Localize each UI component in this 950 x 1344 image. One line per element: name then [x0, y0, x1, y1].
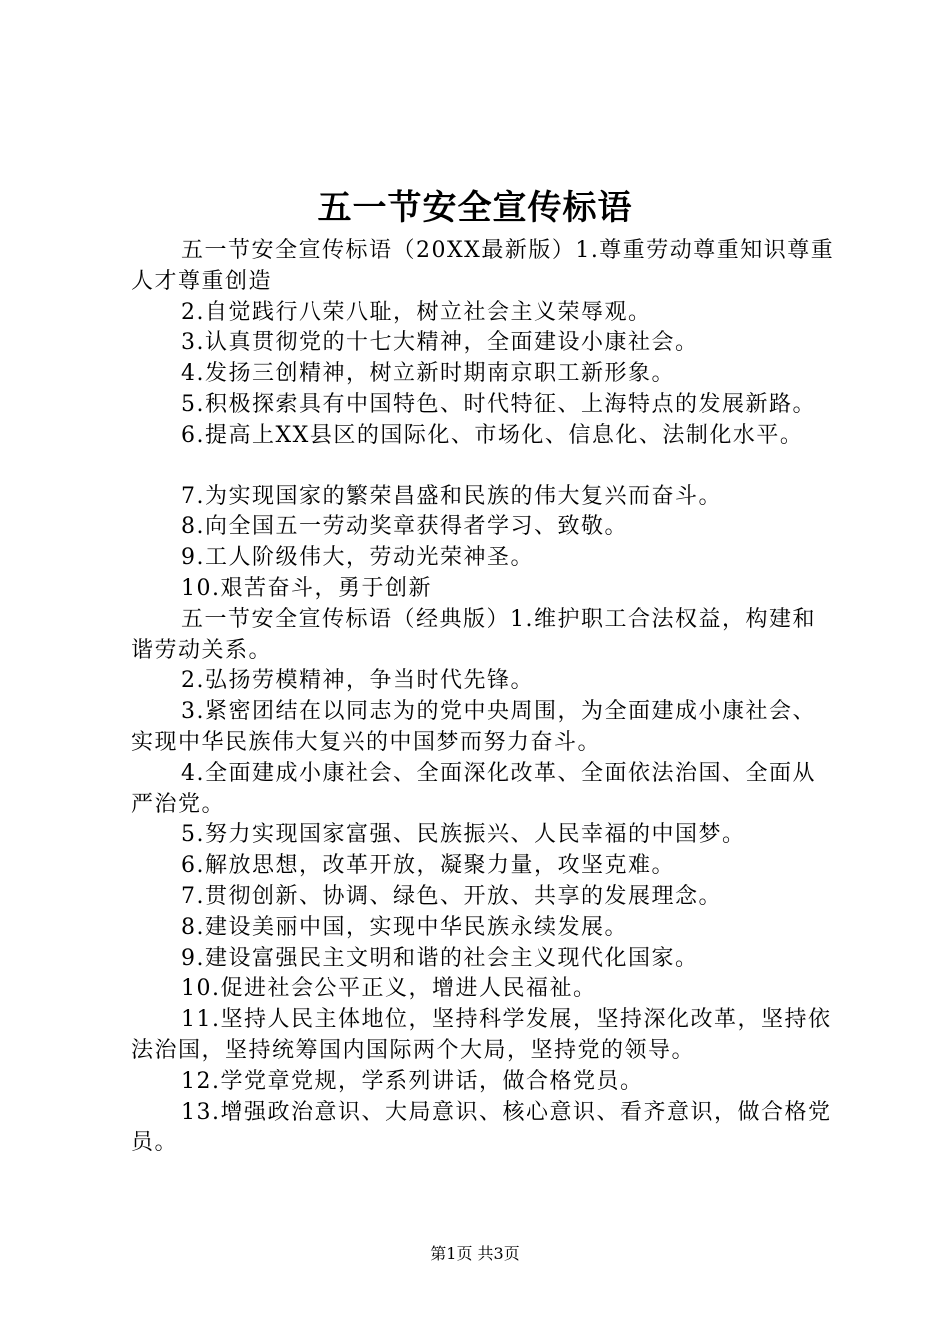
- paragraph: 11.坚持人民主体地位，坚持科学发展，坚持深化改革，坚持依法治国，坚持统筹国内国际两个大局，坚持党的领导。: [131, 1007, 832, 1063]
- paragraph: 8.建设美丽中国，实现中华民族永续发展。: [181, 914, 628, 940]
- paragraph: 4.发扬三创精神，树立新时期南京职工新形象。: [181, 361, 675, 387]
- document-title: 五一节安全宣传标语: [317, 188, 633, 228]
- paragraph: 5.积极探索具有中国特色、时代特征、上海特点的发展新路。: [181, 391, 816, 417]
- paragraph: 5.努力实现国家富强、民族振兴、人民幸福的中国梦。: [181, 822, 746, 848]
- paragraph: 12.学党章党规，学系列讲话，做合格党员。: [181, 1068, 644, 1094]
- paragraph: 13.增强政治意识、大局意识、核心意识、看齐意识，做合格党员。: [131, 1099, 832, 1156]
- paragraph: 10.艰苦奋斗，勇于创新: [181, 575, 432, 601]
- paragraph: 4.全面建成小康社会、全面深化改革、全面依法治国、全面从严治党。: [131, 760, 816, 817]
- paragraph: 2.弘扬劳模精神，争当时代先锋。: [181, 668, 534, 694]
- document-body: [131, 236, 836, 1159]
- paragraph: 五一节安全宣传标语（经典版）1.维护职工合法权益，构建和谐劳动关系。: [131, 606, 816, 663]
- paragraph: 9.建设富强民主文明和谐的社会主义现代化国家。: [181, 945, 699, 971]
- page-footer: 第1页 共3页: [430, 1244, 520, 1263]
- paragraph: 6.解放思想，改革开放，凝聚力量，攻坚克难。: [181, 853, 675, 879]
- paragraph: 7.贯彻创新、协调、绿色、开放、共享的发展理念。: [181, 883, 722, 909]
- paragraph: 五一节安全宣传标语（20XX最新版）1.尊重劳动尊重知识尊重人才尊重创造: [131, 238, 835, 294]
- paragraph: 7.为实现国家的繁荣昌盛和民族的伟大复兴而奋斗。: [181, 483, 722, 509]
- paragraph: 3.认真贯彻党的十七大精神，全面建设小康社会。: [181, 330, 699, 356]
- paragraph: 6.提高上XX县区的国际化、市场化、信息化、法制化水平。: [181, 422, 804, 448]
- paragraph: 9.工人阶级伟大，劳动光荣神圣。: [181, 545, 534, 571]
- paragraph: 2.自觉践行八荣八耻，树立社会主义荣辱观。: [181, 299, 652, 325]
- paragraph: 8.向全国五一劳动奖章获得者学习、致敬。: [181, 514, 628, 540]
- paragraph: 10.促进社会公平正义，增进人民福祉。: [181, 976, 597, 1002]
- paragraph: 3.紧密团结在以同志为的党中央周围，为全面建成小康社会、实现中华民族伟大复兴的中国梦而努力奋斗。: [131, 699, 816, 755]
